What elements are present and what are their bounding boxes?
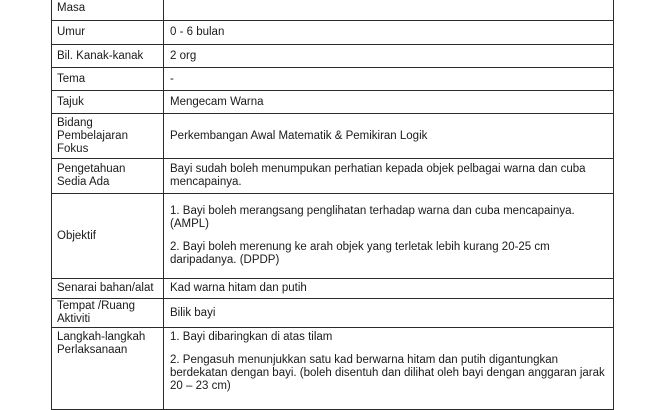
value-cell — [164, 114, 614, 159]
row-bil-kanak-kanak — [52, 45, 614, 68]
label-objektif: Objektif — [57, 229, 96, 242]
label-cell — [52, 68, 164, 91]
label-cell — [52, 299, 164, 328]
value-cell — [164, 0, 614, 21]
label-tema: Tema — [57, 72, 86, 85]
objective-item: 2. Bayi boleh merenung ke arah objek yang terletak lebih kurang 20-25 cm daripadanya. (DPDP) — [170, 241, 550, 266]
row-pengetahuan-sedia-ada — [52, 159, 614, 194]
value-senarai-bahan: Kad warna hitam dan putih — [170, 282, 307, 294]
label-cell — [52, 21, 164, 45]
label-cell — [52, 45, 164, 68]
objective-item: 1. Bayi boleh merangsang penglihatan terhadap warna dan cuba mencapainya. (AMPL) — [170, 205, 575, 230]
row-tajuk — [52, 91, 614, 114]
value-cell — [164, 21, 614, 45]
value-cell — [164, 68, 614, 91]
label-cell — [52, 0, 164, 21]
label-cell — [52, 328, 164, 410]
value-cell — [164, 328, 614, 410]
label-pengetahuan-sedia-ada: Pengetahuan Sedia Ada — [57, 163, 126, 188]
row-tempat-ruang-aktiviti — [52, 299, 614, 328]
row-tema — [52, 68, 614, 91]
label-bidang-pembelajaran: Bidang Pembelajaran Fokus — [57, 116, 128, 155]
value-bidang-pembelajaran: Perkembangan Awal Matematik & Pemikiran Logik — [170, 129, 428, 142]
label-tempat-ruang-aktiviti: Tempat /Ruang Aktiviti — [57, 300, 135, 325]
value-cell — [164, 299, 614, 328]
value-cell — [164, 279, 614, 299]
label-cell — [52, 194, 164, 279]
label-cell — [52, 279, 164, 299]
row-objektif — [52, 194, 614, 279]
value-cell — [164, 159, 614, 194]
label-masa: Masa — [57, 1, 86, 14]
value-tajuk: Mengecam Warna — [170, 95, 264, 108]
value-cell — [164, 91, 614, 114]
row-umur — [52, 21, 614, 45]
value-umur: 0 - 6 bulan — [170, 26, 225, 38]
label-cell — [52, 114, 164, 159]
value-cell — [164, 194, 614, 279]
label-cell — [52, 91, 164, 114]
row-masa — [52, 0, 614, 21]
value-cell — [164, 45, 614, 68]
label-senarai-bahan: Senarai bahan/alat — [57, 282, 154, 294]
row-langkah-perlaksanaan — [52, 328, 614, 410]
value-bil-kanak-kanak: 2 org — [170, 49, 197, 62]
row-senarai-bahan — [52, 279, 614, 299]
label-tajuk: Tajuk — [57, 95, 84, 108]
row-bidang-pembelajaran — [52, 114, 614, 159]
label-umur: Umur — [57, 26, 86, 38]
step-item: 1. Bayi dibaringkan di atas tilam — [170, 331, 333, 343]
value-tema: - — [170, 72, 174, 85]
label-langkah-perlaksanaan: Langkah-langkah Perlaksanaan — [57, 331, 146, 356]
label-bil-kanak-kanak: Bil. Kanak-kanak — [57, 49, 144, 62]
label-cell — [52, 159, 164, 194]
lesson-plan-table — [51, 0, 614, 410]
step-item: 2. Pengasuh menunjukkan satu kad berwarna hitam dan putih digantungkan berdekatan dengan bayi. (boleh disentuh dan dilihat oleh bayi dengan anggaran jarak 20 – 23 cm) — [170, 354, 605, 392]
value-tempat-ruang-aktiviti: Bilik bayi — [170, 306, 216, 319]
value-pengetahuan-sedia-ada: Bayi sudah boleh menumpukan perhatian kepada objek pelbagai warna dan cuba mencapainya. — [170, 163, 586, 188]
